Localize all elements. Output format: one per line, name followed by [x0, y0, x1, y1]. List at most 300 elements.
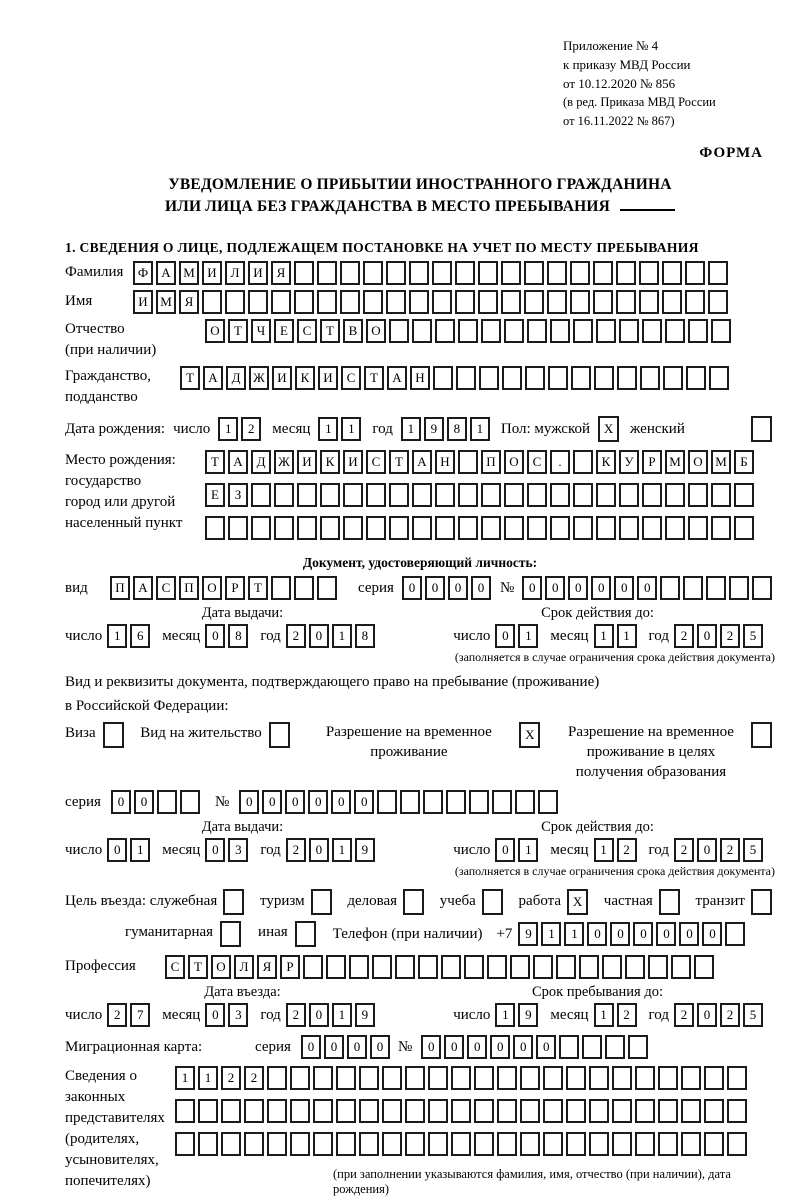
char-cell[interactable]: [725, 922, 745, 946]
char-cell[interactable]: [451, 1099, 471, 1123]
char-cell[interactable]: И: [133, 290, 153, 314]
char-cell[interactable]: [487, 955, 507, 979]
char-cell[interactable]: [389, 483, 409, 507]
char-cell[interactable]: 0: [370, 1035, 390, 1059]
char-cell[interactable]: [366, 516, 386, 540]
char-cell[interactable]: [709, 366, 729, 390]
char-cell[interactable]: А: [228, 450, 248, 474]
char-cell[interactable]: 0: [495, 624, 515, 648]
char-cell[interactable]: [290, 1099, 310, 1123]
char-cell[interactable]: А: [203, 366, 223, 390]
char-cell[interactable]: [446, 790, 466, 814]
char-cell[interactable]: 0: [591, 576, 611, 600]
char-cell[interactable]: [711, 483, 731, 507]
char-cell[interactable]: [566, 1066, 586, 1090]
char-cell[interactable]: [706, 576, 726, 600]
char-cell[interactable]: [579, 955, 599, 979]
char-cell[interactable]: 1: [175, 1066, 195, 1090]
char-cell[interactable]: Т: [248, 576, 268, 600]
char-cell[interactable]: [527, 319, 547, 343]
char-cell[interactable]: X: [519, 722, 540, 748]
char-cell[interactable]: 2: [720, 838, 740, 862]
char-cell[interactable]: [382, 1099, 402, 1123]
char-cell[interactable]: [405, 1099, 425, 1123]
char-cell[interactable]: [704, 1066, 724, 1090]
char-cell[interactable]: 1: [318, 417, 338, 441]
char-cell[interactable]: 0: [702, 922, 722, 946]
char-cell[interactable]: 0: [633, 922, 653, 946]
char-cell[interactable]: [504, 319, 524, 343]
char-cell[interactable]: [336, 1099, 356, 1123]
char-cell[interactable]: 1: [332, 624, 352, 648]
char-cell[interactable]: [336, 1066, 356, 1090]
char-cell[interactable]: 0: [308, 790, 328, 814]
char-cell[interactable]: [547, 261, 567, 285]
char-cell[interactable]: С: [156, 576, 176, 600]
char-cell[interactable]: 0: [467, 1035, 487, 1059]
char-cell[interactable]: [455, 261, 475, 285]
char-cell[interactable]: [640, 366, 660, 390]
char-cell[interactable]: [497, 1099, 517, 1123]
char-cell[interactable]: 0: [490, 1035, 510, 1059]
char-cell[interactable]: М: [665, 450, 685, 474]
char-cell[interactable]: 0: [309, 1003, 329, 1027]
char-cell[interactable]: [642, 319, 662, 343]
char-cell[interactable]: [616, 261, 636, 285]
char-cell[interactable]: 0: [697, 624, 717, 648]
char-cell[interactable]: [694, 955, 714, 979]
char-cell[interactable]: 1: [332, 838, 352, 862]
char-cell[interactable]: [303, 955, 323, 979]
char-cell[interactable]: [751, 889, 772, 915]
char-cell[interactable]: [271, 576, 291, 600]
char-cell[interactable]: [382, 1066, 402, 1090]
char-cell[interactable]: [340, 290, 360, 314]
char-cell[interactable]: О: [202, 576, 222, 600]
char-cell[interactable]: Т: [389, 450, 409, 474]
purpose-business-checkbox[interactable]: [403, 889, 427, 915]
char-cell[interactable]: [543, 1066, 563, 1090]
char-cell[interactable]: 0: [656, 922, 676, 946]
char-cell[interactable]: [501, 261, 521, 285]
char-cell[interactable]: [359, 1099, 379, 1123]
char-cell[interactable]: 0: [697, 1003, 717, 1027]
char-cell[interactable]: [683, 576, 703, 600]
char-cell[interactable]: 0: [205, 838, 225, 862]
char-cell[interactable]: [573, 319, 593, 343]
char-cell[interactable]: 0: [111, 790, 131, 814]
char-cell[interactable]: [660, 576, 680, 600]
char-cell[interactable]: [596, 516, 616, 540]
char-cell[interactable]: 0: [522, 576, 542, 600]
char-cell[interactable]: 8: [447, 417, 467, 441]
char-cell[interactable]: У: [619, 450, 639, 474]
char-cell[interactable]: [686, 366, 706, 390]
char-cell[interactable]: [665, 483, 685, 507]
char-cell[interactable]: [619, 516, 639, 540]
char-cell[interactable]: [428, 1066, 448, 1090]
char-cell[interactable]: 8: [355, 624, 375, 648]
char-cell[interactable]: [525, 366, 545, 390]
char-cell[interactable]: 1: [198, 1066, 218, 1090]
char-cell[interactable]: 0: [448, 576, 468, 600]
char-cell[interactable]: [501, 290, 521, 314]
char-cell[interactable]: Т: [228, 319, 248, 343]
char-cell[interactable]: 0: [444, 1035, 464, 1059]
char-cell[interactable]: [432, 261, 452, 285]
char-cell[interactable]: [343, 483, 363, 507]
char-cell[interactable]: [642, 516, 662, 540]
char-cell[interactable]: О: [366, 319, 386, 343]
char-cell[interactable]: [202, 290, 222, 314]
char-cell[interactable]: 2: [674, 624, 694, 648]
char-cell[interactable]: И: [248, 261, 268, 285]
char-cell[interactable]: Р: [642, 450, 662, 474]
char-cell[interactable]: [317, 261, 337, 285]
char-cell[interactable]: 2: [286, 624, 306, 648]
char-cell[interactable]: [455, 290, 475, 314]
char-cell[interactable]: [751, 722, 772, 748]
char-cell[interactable]: 5: [743, 838, 763, 862]
char-cell[interactable]: [751, 416, 772, 442]
purpose-transit-checkbox[interactable]: [751, 889, 775, 915]
char-cell[interactable]: 0: [309, 624, 329, 648]
char-cell[interactable]: [665, 319, 685, 343]
char-cell[interactable]: Я: [271, 261, 291, 285]
sex-male-checkbox[interactable]: [598, 416, 622, 442]
char-cell[interactable]: [198, 1132, 218, 1156]
char-cell[interactable]: [688, 319, 708, 343]
char-cell[interactable]: [510, 955, 530, 979]
char-cell[interactable]: X: [567, 889, 588, 915]
char-cell[interactable]: [589, 1099, 609, 1123]
char-cell[interactable]: [205, 516, 225, 540]
char-cell[interactable]: [550, 319, 570, 343]
char-cell[interactable]: [524, 261, 544, 285]
char-cell[interactable]: [481, 319, 501, 343]
char-cell[interactable]: [320, 483, 340, 507]
char-cell[interactable]: [340, 261, 360, 285]
char-cell[interactable]: [734, 516, 754, 540]
char-cell[interactable]: [497, 1066, 517, 1090]
char-cell[interactable]: [550, 516, 570, 540]
char-cell[interactable]: 0: [309, 838, 329, 862]
char-cell[interactable]: [428, 1099, 448, 1123]
char-cell[interactable]: [593, 261, 613, 285]
char-cell[interactable]: [382, 1132, 402, 1156]
char-cell[interactable]: [648, 955, 668, 979]
char-cell[interactable]: [409, 261, 429, 285]
char-cell[interactable]: [639, 261, 659, 285]
char-cell[interactable]: [228, 516, 248, 540]
sex-female-checkbox[interactable]: [751, 416, 775, 442]
char-cell[interactable]: [727, 1132, 747, 1156]
char-cell[interactable]: 6: [130, 624, 150, 648]
char-cell[interactable]: П: [481, 450, 501, 474]
char-cell[interactable]: Т: [205, 450, 225, 474]
char-cell[interactable]: 5: [743, 1003, 763, 1027]
char-cell[interactable]: [533, 955, 553, 979]
char-cell[interactable]: [481, 483, 501, 507]
char-cell[interactable]: 1: [564, 922, 584, 946]
char-cell[interactable]: 0: [205, 1003, 225, 1027]
char-cell[interactable]: [685, 290, 705, 314]
char-cell[interactable]: 0: [331, 790, 351, 814]
purpose-tourism-checkbox[interactable]: [311, 889, 335, 915]
char-cell[interactable]: 0: [354, 790, 374, 814]
char-cell[interactable]: [619, 319, 639, 343]
char-cell[interactable]: [220, 921, 241, 947]
char-cell[interactable]: [435, 319, 455, 343]
char-cell[interactable]: Т: [320, 319, 340, 343]
char-cell[interactable]: Я: [179, 290, 199, 314]
char-cell[interactable]: И: [272, 366, 292, 390]
char-cell[interactable]: [313, 1099, 333, 1123]
char-cell[interactable]: 0: [347, 1035, 367, 1059]
char-cell[interactable]: [635, 1099, 655, 1123]
char-cell[interactable]: [566, 1099, 586, 1123]
char-cell[interactable]: [602, 955, 622, 979]
char-cell[interactable]: [103, 722, 124, 748]
char-cell[interactable]: .: [550, 450, 570, 474]
char-cell[interactable]: [573, 483, 593, 507]
char-cell[interactable]: 2: [286, 1003, 306, 1027]
char-cell[interactable]: [729, 576, 749, 600]
char-cell[interactable]: [409, 290, 429, 314]
char-cell[interactable]: [386, 261, 406, 285]
char-cell[interactable]: [642, 483, 662, 507]
char-cell[interactable]: [481, 516, 501, 540]
char-cell[interactable]: И: [343, 450, 363, 474]
char-cell[interactable]: [504, 483, 524, 507]
char-cell[interactable]: [639, 290, 659, 314]
residence-permit-checkbox[interactable]: [269, 722, 293, 748]
char-cell[interactable]: [267, 1066, 287, 1090]
char-cell[interactable]: [175, 1132, 195, 1156]
char-cell[interactable]: [458, 516, 478, 540]
char-cell[interactable]: [658, 1132, 678, 1156]
char-cell[interactable]: [474, 1132, 494, 1156]
char-cell[interactable]: [547, 290, 567, 314]
char-cell[interactable]: О: [688, 450, 708, 474]
char-cell[interactable]: [573, 450, 593, 474]
char-cell[interactable]: [386, 290, 406, 314]
char-cell[interactable]: [681, 1066, 701, 1090]
char-cell[interactable]: [711, 319, 731, 343]
char-cell[interactable]: [662, 290, 682, 314]
char-cell[interactable]: [688, 516, 708, 540]
char-cell[interactable]: [297, 483, 317, 507]
char-cell[interactable]: [221, 1099, 241, 1123]
purpose-other-checkbox[interactable]: [295, 921, 319, 947]
char-cell[interactable]: А: [156, 261, 176, 285]
char-cell[interactable]: [612, 1099, 632, 1123]
char-cell[interactable]: [313, 1132, 333, 1156]
char-cell[interactable]: [520, 1066, 540, 1090]
char-cell[interactable]: З: [228, 483, 248, 507]
char-cell[interactable]: 0: [285, 790, 305, 814]
char-cell[interactable]: [175, 1099, 195, 1123]
char-cell[interactable]: [157, 790, 177, 814]
char-cell[interactable]: Н: [410, 366, 430, 390]
char-cell[interactable]: С: [341, 366, 361, 390]
char-cell[interactable]: [663, 366, 683, 390]
char-cell[interactable]: 0: [536, 1035, 556, 1059]
char-cell[interactable]: [343, 516, 363, 540]
char-cell[interactable]: [244, 1132, 264, 1156]
char-cell[interactable]: 0: [262, 790, 282, 814]
char-cell[interactable]: [198, 1099, 218, 1123]
char-cell[interactable]: И: [297, 450, 317, 474]
char-cell[interactable]: [458, 483, 478, 507]
char-cell[interactable]: [412, 319, 432, 343]
char-cell[interactable]: 1: [518, 838, 538, 862]
char-cell[interactable]: 3: [228, 1003, 248, 1027]
char-cell[interactable]: [317, 290, 337, 314]
char-cell[interactable]: [543, 1099, 563, 1123]
char-cell[interactable]: [612, 1066, 632, 1090]
char-cell[interactable]: Ч: [251, 319, 271, 343]
char-cell[interactable]: Д: [251, 450, 271, 474]
char-cell[interactable]: 2: [221, 1066, 241, 1090]
char-cell[interactable]: [704, 1132, 724, 1156]
char-cell[interactable]: [671, 955, 691, 979]
char-cell[interactable]: [290, 1066, 310, 1090]
char-cell[interactable]: 8: [228, 624, 248, 648]
char-cell[interactable]: [708, 290, 728, 314]
char-cell[interactable]: [550, 483, 570, 507]
char-cell[interactable]: [502, 366, 522, 390]
char-cell[interactable]: 0: [610, 922, 630, 946]
char-cell[interactable]: 1: [332, 1003, 352, 1027]
char-cell[interactable]: [711, 516, 731, 540]
char-cell[interactable]: М: [179, 261, 199, 285]
purpose-private-checkbox[interactable]: [659, 889, 683, 915]
char-cell[interactable]: [734, 483, 754, 507]
char-cell[interactable]: [349, 955, 369, 979]
char-cell[interactable]: [685, 261, 705, 285]
char-cell[interactable]: [294, 261, 314, 285]
char-cell[interactable]: [377, 790, 397, 814]
char-cell[interactable]: [538, 790, 558, 814]
char-cell[interactable]: [433, 366, 453, 390]
char-cell[interactable]: 0: [614, 576, 634, 600]
char-cell[interactable]: 1: [470, 417, 490, 441]
char-cell[interactable]: [403, 889, 424, 915]
char-cell[interactable]: [294, 576, 314, 600]
char-cell[interactable]: [658, 1066, 678, 1090]
char-cell[interactable]: [727, 1066, 747, 1090]
char-cell[interactable]: [635, 1066, 655, 1090]
char-cell[interactable]: Е: [274, 319, 294, 343]
char-cell[interactable]: Ж: [274, 450, 294, 474]
char-cell[interactable]: 2: [286, 838, 306, 862]
char-cell[interactable]: [478, 290, 498, 314]
char-cell[interactable]: 0: [637, 576, 657, 600]
char-cell[interactable]: 0: [513, 1035, 533, 1059]
char-cell[interactable]: [556, 955, 576, 979]
char-cell[interactable]: [594, 366, 614, 390]
char-cell[interactable]: [274, 516, 294, 540]
char-cell[interactable]: [619, 483, 639, 507]
char-cell[interactable]: 1: [594, 838, 614, 862]
char-cell[interactable]: 1: [594, 624, 614, 648]
char-cell[interactable]: 2: [244, 1066, 264, 1090]
char-cell[interactable]: 1: [594, 1003, 614, 1027]
char-cell[interactable]: 1: [107, 624, 127, 648]
char-cell[interactable]: [251, 516, 271, 540]
char-cell[interactable]: С: [366, 450, 386, 474]
char-cell[interactable]: [520, 1099, 540, 1123]
char-cell[interactable]: 2: [674, 1003, 694, 1027]
char-cell[interactable]: 0: [425, 576, 445, 600]
char-cell[interactable]: [527, 483, 547, 507]
char-cell[interactable]: А: [412, 450, 432, 474]
char-cell[interactable]: 2: [617, 838, 637, 862]
char-cell[interactable]: 3: [228, 838, 248, 862]
char-cell[interactable]: [582, 1035, 602, 1059]
char-cell[interactable]: [593, 290, 613, 314]
char-cell[interactable]: 0: [471, 576, 491, 600]
temp-residence-checkbox[interactable]: [519, 722, 543, 748]
char-cell[interactable]: [492, 790, 512, 814]
char-cell[interactable]: [571, 366, 591, 390]
char-cell[interactable]: [372, 955, 392, 979]
char-cell[interactable]: [225, 290, 245, 314]
char-cell[interactable]: С: [527, 450, 547, 474]
char-cell[interactable]: К: [320, 450, 340, 474]
char-cell[interactable]: 1: [130, 838, 150, 862]
char-cell[interactable]: 2: [107, 1003, 127, 1027]
char-cell[interactable]: [527, 516, 547, 540]
char-cell[interactable]: [617, 366, 637, 390]
char-cell[interactable]: [504, 516, 524, 540]
char-cell[interactable]: [441, 955, 461, 979]
char-cell[interactable]: [659, 889, 680, 915]
char-cell[interactable]: Т: [188, 955, 208, 979]
char-cell[interactable]: 0: [421, 1035, 441, 1059]
char-cell[interactable]: [311, 889, 332, 915]
char-cell[interactable]: [520, 1132, 540, 1156]
char-cell[interactable]: [612, 1132, 632, 1156]
char-cell[interactable]: [458, 450, 478, 474]
char-cell[interactable]: [267, 1132, 287, 1156]
char-cell[interactable]: 5: [743, 624, 763, 648]
char-cell[interactable]: [688, 483, 708, 507]
char-cell[interactable]: [681, 1099, 701, 1123]
char-cell[interactable]: [589, 1066, 609, 1090]
char-cell[interactable]: [456, 366, 476, 390]
char-cell[interactable]: О: [504, 450, 524, 474]
char-cell[interactable]: 0: [324, 1035, 344, 1059]
char-cell[interactable]: [267, 1099, 287, 1123]
char-cell[interactable]: [515, 790, 535, 814]
char-cell[interactable]: Л: [234, 955, 254, 979]
char-cell[interactable]: [244, 1099, 264, 1123]
char-cell[interactable]: [269, 722, 290, 748]
char-cell[interactable]: 1: [617, 624, 637, 648]
char-cell[interactable]: К: [596, 450, 616, 474]
char-cell[interactable]: Р: [225, 576, 245, 600]
char-cell[interactable]: 9: [355, 1003, 375, 1027]
char-cell[interactable]: [294, 290, 314, 314]
char-cell[interactable]: В: [343, 319, 363, 343]
char-cell[interactable]: [543, 1132, 563, 1156]
char-cell[interactable]: 1: [218, 417, 238, 441]
char-cell[interactable]: 2: [617, 1003, 637, 1027]
char-cell[interactable]: [605, 1035, 625, 1059]
purpose-work-checkbox[interactable]: [567, 889, 591, 915]
